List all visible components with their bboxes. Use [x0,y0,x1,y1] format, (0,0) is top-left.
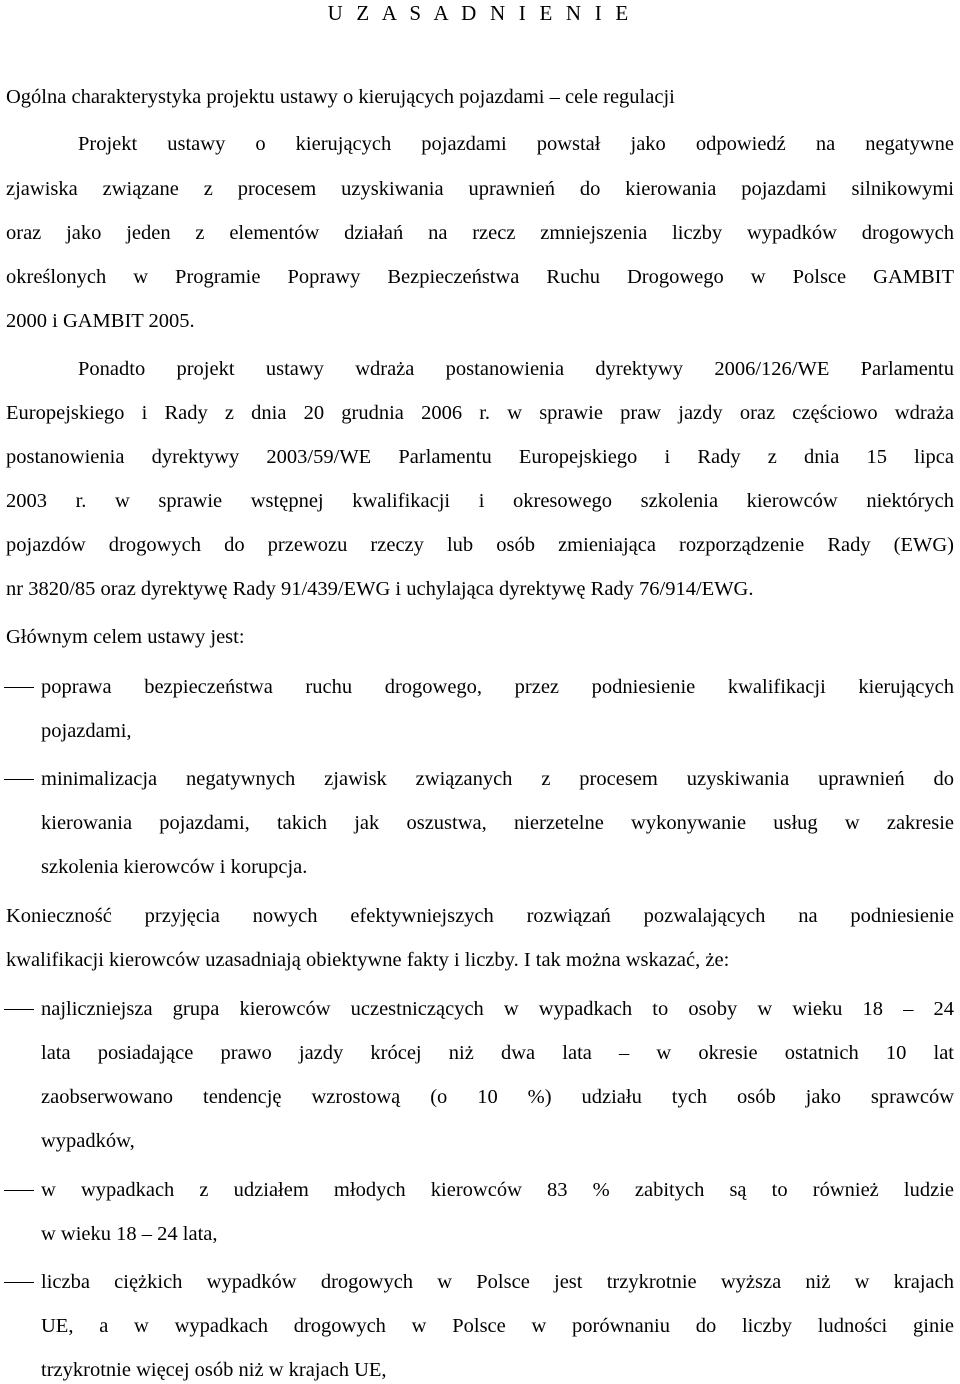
paragraph-line: Projekt ustawy o kierujących pojazdami powstał jako odpowiedź na negatywne [78,133,954,155]
goal-item-line: pojazdami, [41,720,132,742]
paragraph-line: Europejskiego i Rady z dnia 20 grudnia 2006 r. w sprawie praw jazdy oraz częściowo wdraża [6,402,954,424]
paragraph-line: nr 3820/85 oraz dyrektywę Rady 91/439/EWG i uchylająca dyrektywę Rady 76/914/EWG. [6,578,754,600]
dash-bullet [4,687,34,688]
dash-bullet [4,779,34,780]
fact-item-line: UE, a w wypadkach drogowych w Polsce w porównaniu do liczby ludności ginie [41,1315,954,1337]
paragraph-line: Ponadto projekt ustawy wdraża postanowienia dyrektywy 2006/126/WE Parlamentu [78,358,954,380]
fact-item-line: zaobserwowano tendencję wzrostową (o 10 %) udziału tych osób jako sprawców [41,1086,954,1108]
paragraph-line: Konieczność przyjęcia nowych efektywniejszych rozwiązań pozwalających na podniesienie [6,905,954,927]
fact-item-line: najliczniejsza grupa kierowców uczestniczących w wypadkach to osoby w wieku 18 – 24 [41,998,954,1020]
dash-bullet [4,1009,34,1010]
goal-item-line: szkolenia kierowców i korupcja. [41,856,308,878]
goals-intro: Głównym celem ustawy jest: [6,626,245,648]
dash-bullet [4,1190,34,1191]
section-heading: Ogólna charakterystyka projektu ustawy o kierujących pojazdami – cele regulacji [6,86,675,108]
fact-item-line: w wypadkach z udziałem młodych kierowców 83 % zabitych są to również ludzie [41,1179,954,1201]
fact-item-line: liczba ciężkich wypadków drogowych w Polsce jest trzykrotnie wyższa niż w krajach [41,1271,954,1293]
dash-bullet [4,1282,34,1283]
paragraph-line: pojazdów drogowych do przewozu rzeczy lub osób zmieniająca rozporządzenie Rady (EWG) [6,534,954,556]
paragraph-line: 2003 r. w sprawie wstępnej kwalifikacji i okresowego szkolenia kierowców niektórych [6,490,954,512]
goal-item-line: kierowania pojazdami, takich jak oszustwa, nierzetelne wykonywanie usług w zakresie [41,812,954,834]
paragraph-line: kwalifikacji kierowców uzasadniają obiektywne fakty i liczby. I tak można wskazać, że: [6,949,730,971]
paragraph-line: określonych w Programie Poprawy Bezpieczeństwa Ruchu Drogowego w Polsce GAMBIT [6,266,954,288]
paragraph-line: postanowienia dyrektywy 2003/59/WE Parlamentu Europejskiego i Rady z dnia 15 lipca [6,446,954,468]
fact-item-line: lata posiadające prawo jazdy krócej niż dwa lata – w okresie ostatnich 10 lat [41,1042,954,1064]
goal-item-line: poprawa bezpieczeństwa ruchu drogowego, przez podniesienie kwalifikacji kierujących [41,676,954,698]
fact-item-line: trzykrotnie więcej osób niż w krajach UE, [41,1359,387,1381]
goal-item-line: minimalizacja negatywnych zjawisk związanych z procesem uzyskiwania uprawnień do [41,768,954,790]
fact-item-line: wypadków, [41,1130,135,1152]
paragraph-line: zjawiska związane z procesem uzyskiwania uprawnień do kierowania pojazdami silnikowymi [6,178,954,200]
paragraph-line: 2000 i GAMBIT 2005. [6,310,195,332]
fact-item-line: w wieku 18 – 24 lata, [41,1223,218,1245]
paragraph-line: oraz jako jeden z elementów działań na rzecz zmniejszenia liczby wypadków drogowych [6,222,954,244]
document-title: U Z A S A D N I E N I E [327,1,633,25]
